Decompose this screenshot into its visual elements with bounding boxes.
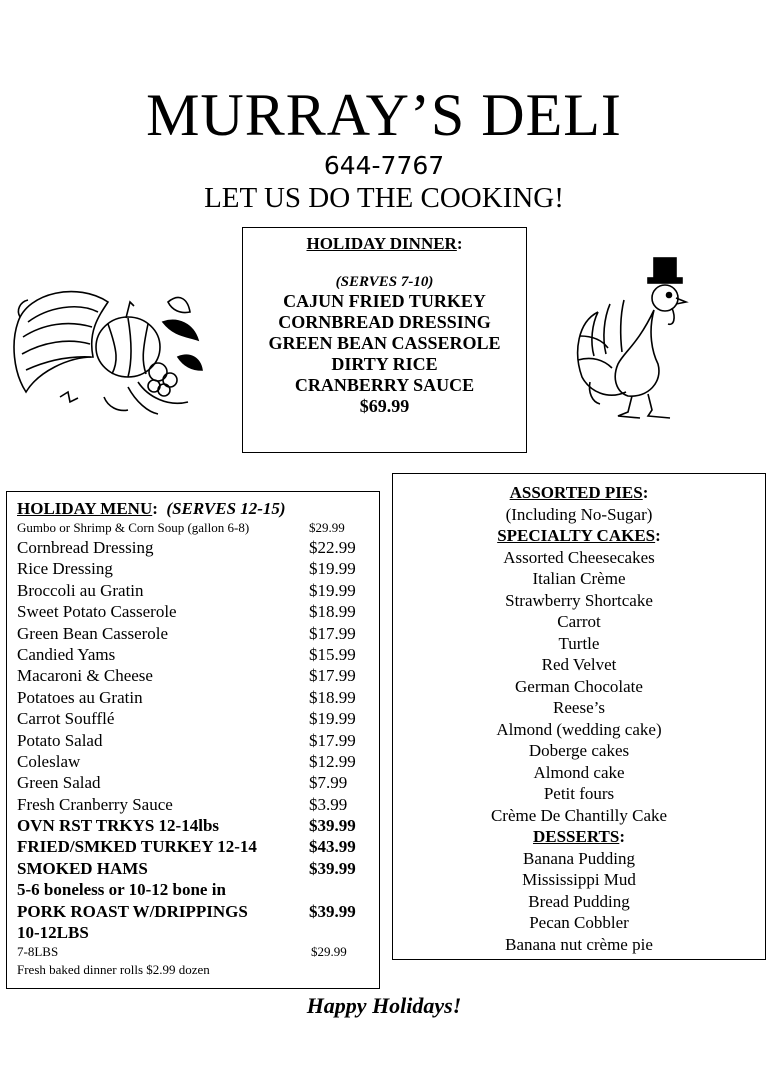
dinner-item: DIRTY RICE — [331, 354, 438, 374]
turkey-illustration — [568, 252, 718, 432]
phone-number: 644-7767 — [323, 151, 445, 180]
menu-row — [17, 730, 379, 751]
menu-row — [17, 901, 379, 922]
menu-item-name: Green Bean Casserole — [17, 623, 169, 643]
cake-item: German Chocolate — [515, 676, 643, 696]
menu-row — [17, 558, 379, 579]
holiday-dinner-serves: (SERVES 7-10) — [335, 274, 434, 290]
cake-item: Doberge cakes — [528, 741, 630, 760]
menu-row — [17, 815, 379, 836]
page-title: MURRAY’S DELI — [146, 82, 622, 148]
menu-item-name: Gumbo or Shrimp & Corn Soup (gallon 6-8) — [17, 520, 250, 535]
pies-title: ASSORTED PIES — [509, 483, 643, 502]
dinner-price: $69.99 — [359, 396, 410, 416]
menu-row — [17, 943, 379, 961]
cakes-colon: : — [655, 526, 661, 545]
menu-item-price: $17.99 — [309, 730, 356, 750]
menu-row — [17, 537, 379, 558]
menu-item-name: Green Salad — [17, 773, 101, 793]
desserts-heading — [393, 826, 765, 848]
dinner-item: CORNBREAD DRESSING — [278, 312, 491, 332]
menu-item-name: 10-12LBS — [17, 923, 89, 943]
desserts-title: DESSERTS — [532, 827, 620, 846]
cake-item: Carrot — [557, 612, 601, 631]
holiday-menu-box — [6, 491, 380, 989]
menu-item-name: FRIED/SMKED TURKEY 12-14 — [17, 837, 257, 857]
cake-item: Petit fours — [543, 784, 615, 803]
menu-row — [17, 794, 379, 815]
menu-item-name: Broccoli au Gratin — [17, 580, 144, 600]
cake-item: Crème De Chantilly Cake — [490, 805, 668, 825]
menu-item-price: $19.99 — [309, 559, 356, 579]
holiday-menu-colon: : — [152, 499, 158, 518]
footer-greeting: Happy Holidays! — [306, 993, 462, 1018]
menu-row — [17, 922, 379, 943]
menu-item-name: 7-8LBS — [17, 944, 59, 960]
holiday-dinner-title: HOLIDAY DINNER — [306, 234, 457, 253]
menu-row — [17, 879, 379, 900]
dinner-item: GREEN BEAN CASSEROLE — [268, 333, 501, 353]
holiday-dinner-colon: : — [456, 234, 463, 253]
menu-row — [17, 665, 379, 686]
menu-item-name: Fresh baked dinner rolls $2.99 dozen — [17, 962, 210, 978]
dessert-item: Bread Pudding — [528, 891, 630, 911]
menu-item-name: Potato Salad — [17, 730, 103, 750]
cake-item: Turtle — [558, 633, 600, 653]
menu-item-name: Cornbread Dressing — [17, 538, 154, 557]
cake-item: Red Velvet — [541, 655, 617, 674]
menu-row — [17, 580, 379, 601]
menu-item-name: SMOKED HAMS — [17, 858, 148, 878]
menu-row — [17, 687, 379, 708]
menu-item-price: $29.99 — [311, 944, 347, 960]
cakes-title: SPECIALTY CAKES — [497, 526, 656, 545]
menu-item-price: $29.99 — [309, 520, 345, 535]
menu-item-price: $19.99 — [309, 709, 356, 729]
dessert-item: Banana nut crème pie — [505, 934, 653, 954]
menu-item-name: Sweet Potato Casserole — [17, 602, 177, 622]
menu-item-name: Rice Dressing — [17, 559, 113, 579]
menu-item-price: $22.99 — [309, 538, 356, 557]
pies-note: (Including No-Sugar) — [505, 504, 653, 524]
menu-row — [17, 961, 379, 979]
menu-item-price: $7.99 — [309, 773, 348, 793]
dessert-item: Banana Pudding — [523, 848, 635, 868]
menu-item-name: Candied Yams — [17, 644, 116, 664]
menu-item-price: $19.99 — [309, 580, 356, 600]
cake-item: Assorted Cheesecakes — [503, 547, 655, 567]
menu-item-price: $12.99 — [309, 751, 356, 771]
holiday-dinner-box — [242, 227, 527, 453]
menu-row — [17, 644, 379, 665]
menu-row — [17, 623, 379, 644]
menu-row — [17, 519, 379, 537]
menu-row — [17, 708, 379, 729]
holiday-menu-title: HOLIDAY MENU — [17, 499, 153, 518]
menu-item-price: $18.99 — [309, 687, 356, 707]
cake-item: Almond cake — [533, 762, 625, 782]
menu-item-name: Macaroni & Cheese — [17, 666, 153, 686]
menu-row — [17, 751, 379, 772]
tagline: LET US DO THE COOKING! — [204, 182, 564, 214]
menu-item-name: Potatoes au Gratin — [17, 687, 143, 707]
menu-item-name: Fresh Cranberry Sauce — [17, 794, 173, 814]
menu-item-name: Carrot Soufflé — [17, 709, 115, 729]
menu-row — [17, 601, 379, 622]
holiday-menu-serves: (SERVES 12-15) — [166, 499, 286, 518]
menu-row — [17, 858, 379, 879]
pies-cakes-box — [392, 473, 766, 960]
holiday-menu-heading — [17, 498, 379, 519]
cake-item: Almond (wedding cake) — [496, 719, 662, 739]
menu-item-price: $18.99 — [309, 602, 356, 622]
menu-item-price: $17.99 — [309, 623, 356, 643]
menu-item-name: OVN RST TRKYS 12-14lbs — [17, 816, 220, 836]
menu-row — [17, 836, 379, 857]
dinner-item: CRANBERRY SAUCE — [294, 375, 475, 395]
menu-item-name: 5-6 boneless or 10-12 bone in — [17, 880, 226, 900]
pies-heading — [393, 482, 765, 504]
menu-item-price: $39.99 — [309, 858, 356, 878]
dinner-item: CAJUN FRIED TURKEY — [283, 291, 486, 311]
pies-colon: : — [642, 483, 649, 502]
cake-item: Reese’s — [553, 698, 605, 717]
menu-item-price: $15.99 — [309, 644, 356, 664]
dessert-item: Pecan Cobbler — [529, 913, 629, 932]
desserts-colon: : — [619, 827, 625, 846]
menu-item-price: $39.99 — [309, 901, 356, 921]
cakes-heading — [393, 525, 765, 547]
cake-item: Strawberry Shortcake — [505, 590, 653, 610]
dessert-item: Mississippi Mud — [522, 870, 636, 889]
menu-row — [17, 772, 379, 793]
menu-item-price: $39.99 — [309, 816, 356, 836]
menu-item-price: $3.99 — [309, 794, 348, 814]
cake-item: Italian Crème — [532, 569, 626, 588]
menu-item-name: PORK ROAST W/DRIPPINGS — [17, 901, 248, 921]
holiday-dinner-heading — [243, 233, 526, 255]
cornucopia-illustration — [8, 262, 208, 422]
menu-item-name: Coleslaw — [17, 751, 81, 771]
menu-item-price: $17.99 — [309, 666, 356, 686]
menu-item-price: $43.99 — [309, 837, 356, 857]
